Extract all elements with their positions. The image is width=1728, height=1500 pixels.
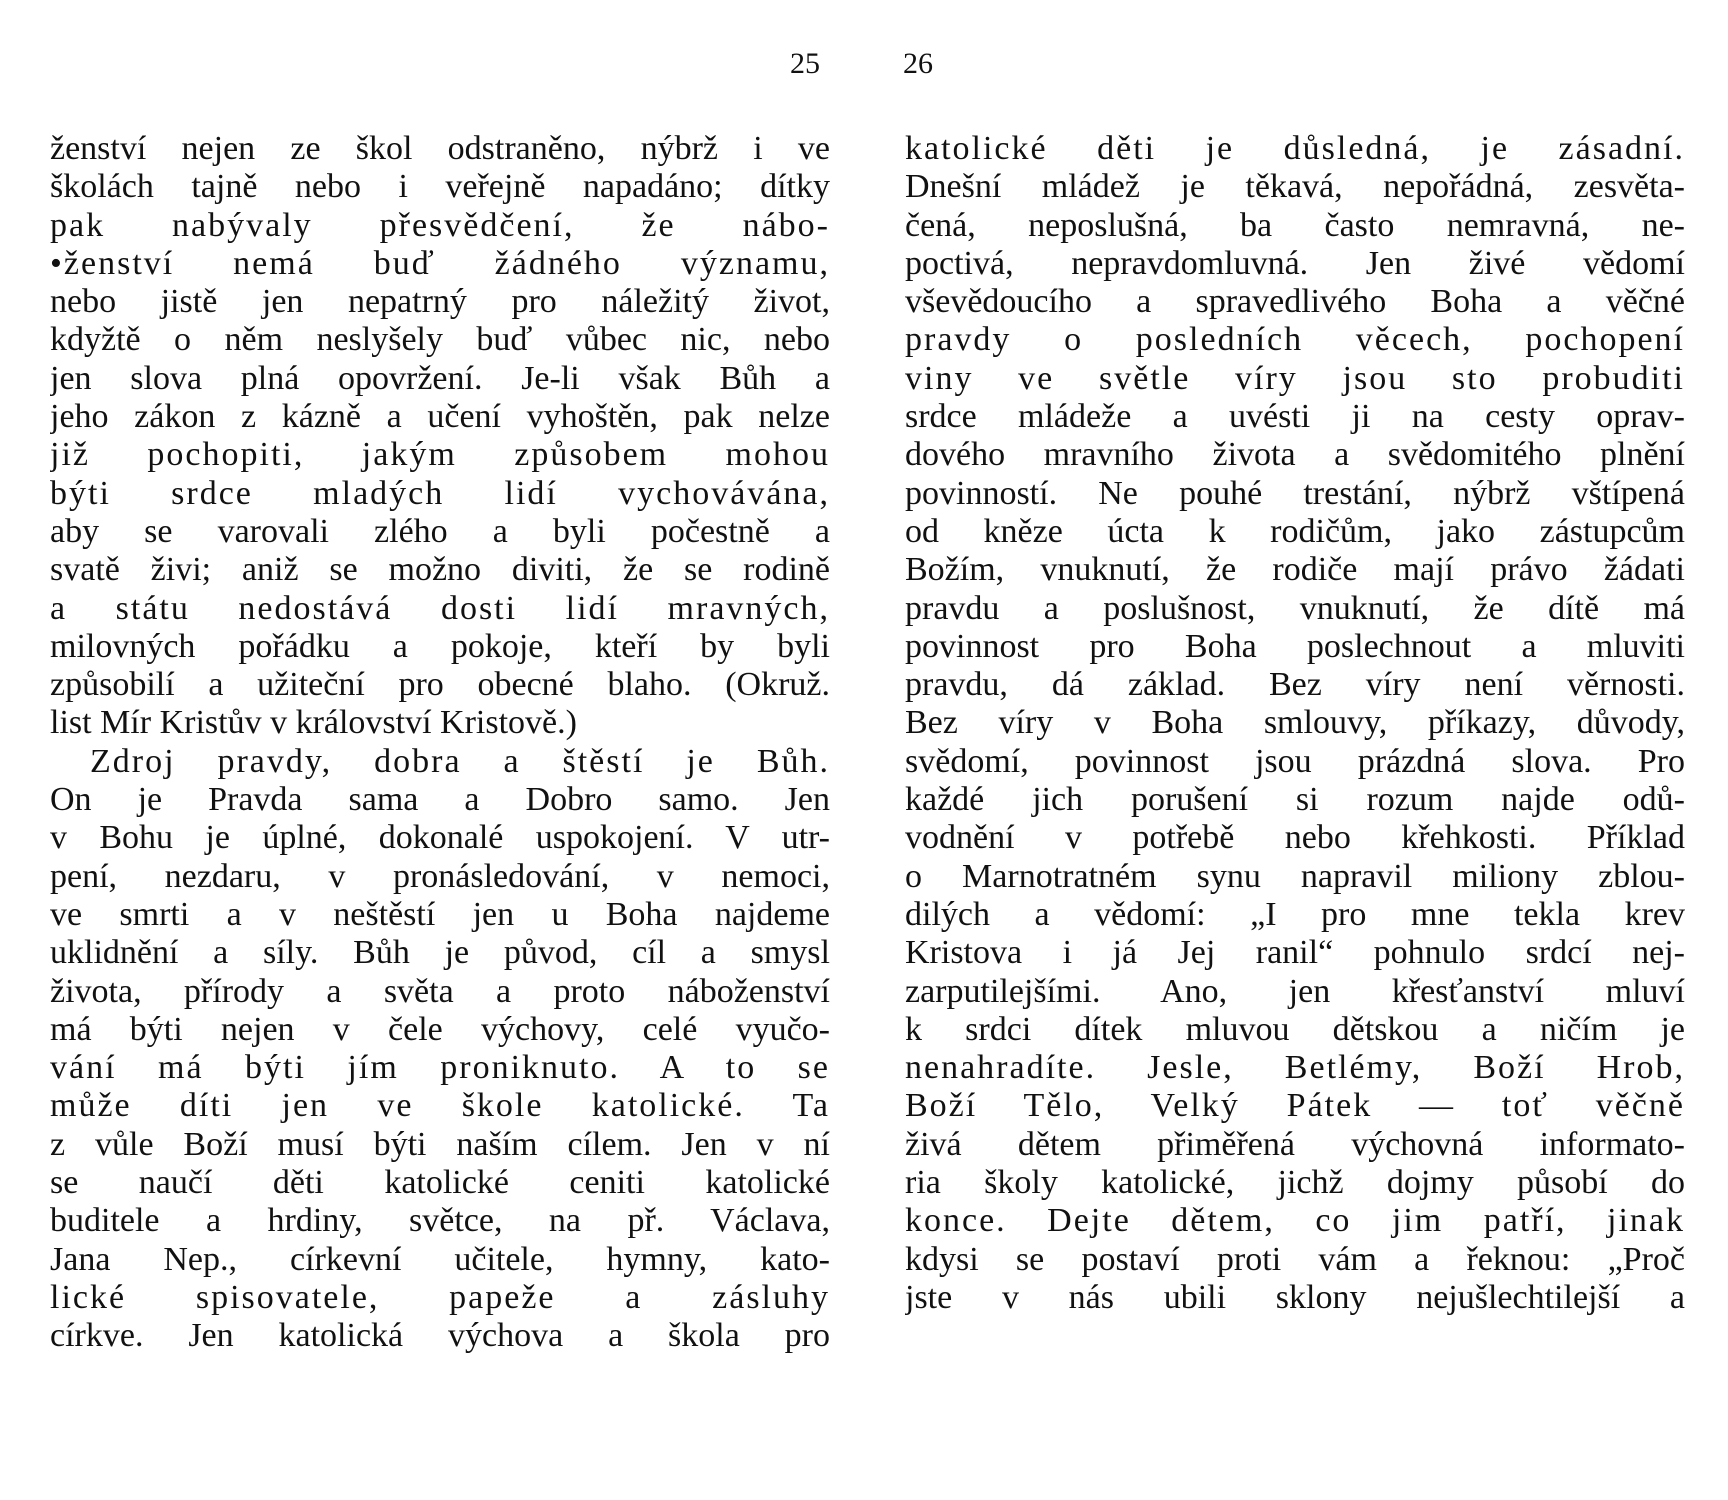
text-line: vodnění v potřebě nebo křehkosti. Příklad [905, 819, 1685, 857]
text-line: vání má býti jím proniknuto. A to se [50, 1049, 830, 1087]
text-line: povinnost pro Boha poslechnout a mluviti [905, 627, 1685, 665]
text-line: a státu nedostává dosti lidí mravných, [50, 589, 830, 627]
text-line: života, přírody a světa a proto náboženství [50, 972, 830, 1010]
text-line: dilých a vědomí: „I pro mne tekla krev [905, 895, 1685, 933]
text-line: vševědoucího a spravedlivého Boha a věčné [905, 283, 1685, 321]
text-line: jeho zákon z kázně a učení vyhoštěn, pak nelze [50, 398, 830, 436]
text-line: školách tajně nebo i veřejně napadáno; dítky [50, 168, 830, 206]
text-line: pení, nezdaru, v pronásledování, v nemoci, [50, 857, 830, 895]
text-line: Kristova i já Jej ranil“ pohnulo srdcí nej- [905, 934, 1685, 972]
text-line: již pochopiti, jakým způsobem mohou [50, 436, 830, 474]
text-line: každé jich porušení si rozum najde odů- [905, 781, 1685, 819]
text-line: Dnešní mládež je těkavá, nepořádná, zesvěta- [905, 168, 1685, 206]
text-line: se naučí děti katolické ceniti katolické [50, 1164, 830, 1202]
text-line: pravdu a poslušnost, vnuknutí, že dítě má [905, 589, 1685, 627]
text-line: aby se varovali zlého a byli počestně a [50, 512, 830, 550]
text-line: o Marnotratném synu napravil miliony zblou- [905, 857, 1685, 895]
left-page-text-column [50, 130, 830, 1356]
text-line: Zdroj pravdy, dobra a štěstí je Bůh. [90, 742, 830, 780]
text-line: čená, neposlušná, ba často nemravná, ne- [905, 206, 1685, 244]
text-line: dového mravního života a svědomitého plnění [905, 436, 1685, 474]
text-line: list Mír Kristův v království Kristově.) [50, 704, 577, 742]
text-line: ve smrti a v neštěstí jen u Boha najdeme [50, 895, 830, 933]
text-line: Jana Nep., církevní učitele, hymny, kato- [50, 1240, 830, 1278]
right-page-text-column [905, 130, 1685, 1317]
text-line: lické spisovatele, papeže a zásluhy [50, 1278, 830, 1316]
text-line: ria školy katolické, jichž dojmy působí do [905, 1164, 1685, 1202]
page-number-right: 26 [903, 47, 933, 80]
text-line: kdyžtě o něm neslyšely buď vůbec nic, nebo [50, 321, 830, 359]
text-line: nenahradíte. Jesle, Betlémy, Boží Hrob, [905, 1049, 1685, 1087]
page-number-left: 25 [790, 47, 820, 80]
text-line: v Bohu je úplné, dokonalé uspokojení. V utr- [50, 819, 830, 857]
text-line: milovných pořádku a pokoje, kteří by byli [50, 627, 830, 665]
text-line: buditele a hrdiny, světce, na př. Václava, [50, 1202, 830, 1240]
text-line: srdce mládeže a uvésti ji na cesty oprav- [905, 398, 1685, 436]
text-line: svědomí, povinnost jsou prázdná slova. Pro [905, 742, 1685, 780]
text-line: zarputilejšími. Ano, jen křesťanství mluví [905, 972, 1685, 1010]
text-line: katolické děti je důsledná, je zásadní. [905, 130, 1685, 167]
text-line: od kněze úcta k rodičům, jako zástupcům [905, 512, 1685, 550]
text-line: nebo jistě jen nepatrný pro náležitý život, [50, 283, 830, 321]
text-line: pak nabývaly přesvědčení, že nábo- [50, 206, 830, 244]
text-line: On je Pravda sama a Dobro samo. Jen [50, 781, 830, 819]
text-line: Bez víry v Boha smlouvy, příkazy, důvody, [905, 704, 1685, 742]
text-line: kdysi se postaví proti vám a řeknou: „Proč [905, 1240, 1685, 1278]
text-line: způsobilí a užiteční pro obecné blaho. (Okruž. [50, 666, 830, 704]
text-line: svatě živi; aniž se možno diviti, že se rodině [50, 551, 830, 589]
text-line: církve. Jen katolická výchova a škola pro [50, 1317, 830, 1355]
text-line: z vůle Boží musí býti naším cílem. Jen v ní [50, 1125, 830, 1163]
text-line: poctivá, nepravdomluvná. Jen živé vědomí [905, 244, 1685, 282]
text-line: konce. Dejte dětem, co jim patří, jinak [905, 1202, 1685, 1240]
text-line: jste v nás ubili sklony nejušlechtilejší a [905, 1278, 1685, 1316]
text-line: Božím, vnuknutí, že rodiče mají právo žádati [905, 551, 1685, 589]
text-line: ženství nejen ze škol odstraněno, nýbrž i ve [50, 130, 830, 167]
text-line: býti srdce mladých lidí vychovávána, [50, 474, 830, 512]
text-line: živá dětem přiměřená výchovná informato- [905, 1125, 1685, 1163]
text-line: •ženství nemá buď žádného významu, [50, 244, 830, 282]
text-line: pravdu, dá základ. Bez víry není věrnosti. [905, 666, 1685, 704]
text-line: může díti jen ve škole katolické. Ta [50, 1087, 830, 1125]
text-line: jen slova plná opovržení. Je-li však Bůh a [50, 359, 830, 397]
text-line: k srdci dítek mluvou dětskou a ničím je [905, 1010, 1685, 1048]
text-line: pravdy o posledních věcech, pochopení [905, 321, 1685, 359]
text-line: má býti nejen v čele výchovy, celé vyučo- [50, 1010, 830, 1048]
text-line: uklidnění a síly. Bůh je původ, cíl a smysl [50, 934, 830, 972]
text-line: Boží Tělo, Velký Pátek — toť věčně [905, 1087, 1685, 1125]
text-line: povinností. Ne pouhé trestání, nýbrž vštípená [905, 474, 1685, 512]
text-line: viny ve světle víry jsou sto probuditi [905, 359, 1685, 397]
